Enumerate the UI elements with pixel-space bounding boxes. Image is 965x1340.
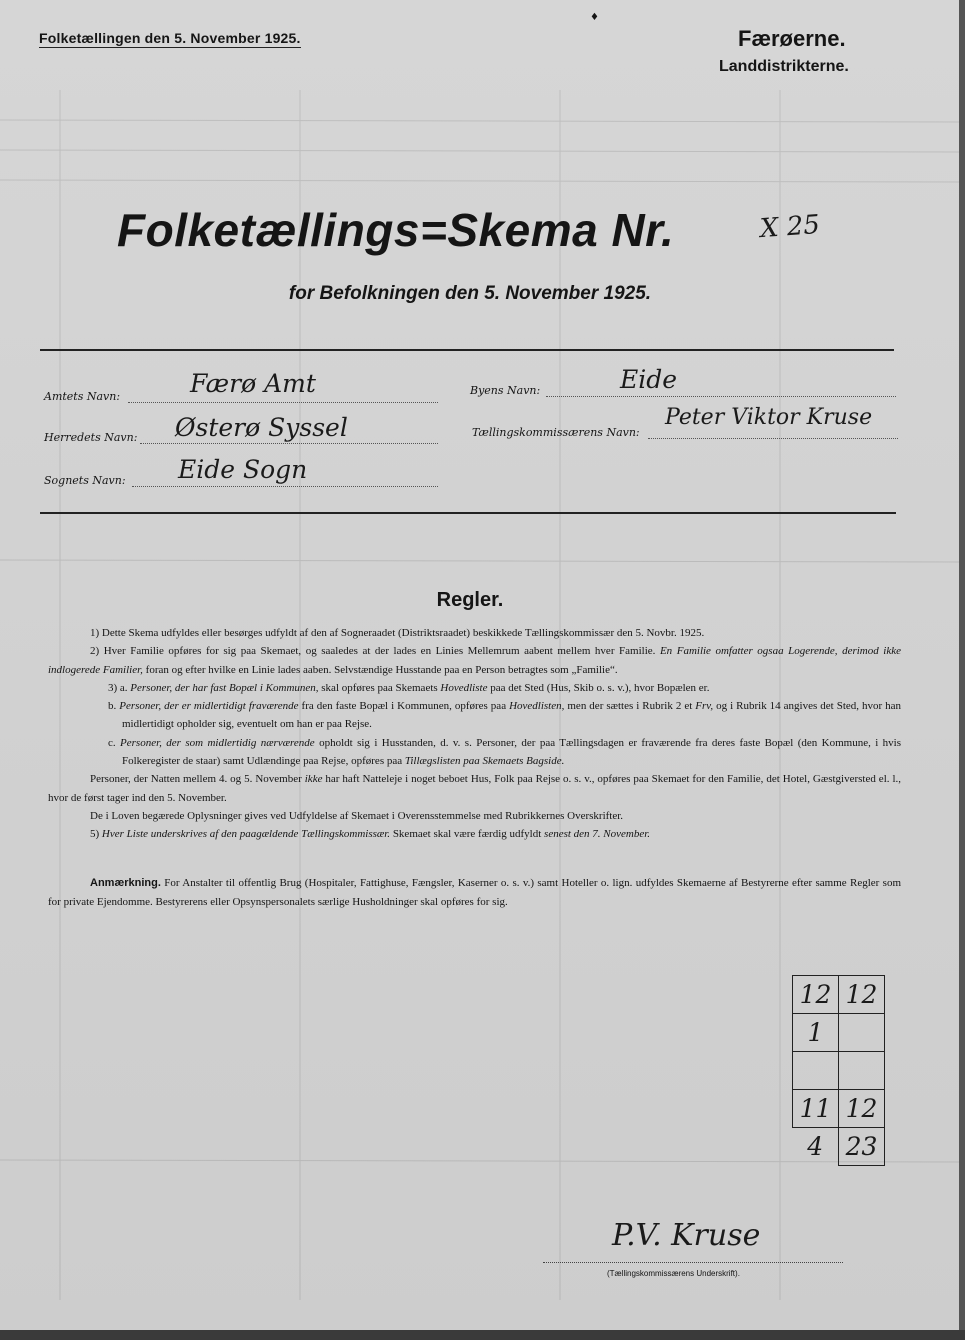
tally-cell <box>839 1052 885 1090</box>
tally-cell: 12 <box>793 976 839 1014</box>
rule-4: Personer, der Natten mellem 4. og 5. November ikke har haft Natteleje i noget beboet Hus, Folk paa Rejse o. s. v., opføres paa Skemaet for den Familie, det Hotel, Gæstgiversted el. l., hvor de først tager ind den 5. November. <box>48 773 902 804</box>
tally-cell <box>793 1052 839 1090</box>
page-bottom-edge <box>0 1330 965 1340</box>
by-label: Byens Navn: <box>470 384 541 397</box>
rule-3b: b. Personer, der er midlertidigt fraværende fra den faste Bopæl i Kommunen, opføres paa Hovedlisten, men der sættes i Rubrik 2 et Frv, og i Rubrik 14 angives det Sted, hvor han midlertidigt opholder sig, eventuelt om han er paa Rejse. <box>108 700 902 731</box>
sogn-label: Sognets Navn: <box>44 474 126 487</box>
note-label: Anmærkning. <box>90 877 161 889</box>
amt-value: Færø Amt <box>190 369 316 398</box>
signature-caption: (Tællingskommissærens Underskrift). <box>607 1269 740 1278</box>
kommissaer-dotline <box>648 438 898 439</box>
form-number-handwritten: X 25 <box>759 209 821 245</box>
tally-cell <box>839 1014 885 1052</box>
tally-cell: 12 <box>839 976 885 1014</box>
amt-label: Amtets Navn: <box>44 390 121 403</box>
region-title: Færøerne. <box>738 26 846 51</box>
district-title: Landdistrikterne. <box>719 58 849 75</box>
commissioner-signature: P.V. Kruse <box>612 1218 761 1253</box>
herred-value: Østerø Syssel <box>175 413 348 442</box>
rule-1: 1) Dette Skema udfyldes eller besørges udfyldt af den af Sogneraadet (Distriktsraadet) beskikkede Tællingskommissær den 5. Novbr. 1925. <box>90 627 705 639</box>
tally-cell: 4 <box>807 1132 824 1162</box>
amt-dotline <box>128 402 438 403</box>
herred-label: Herredets Navn: <box>44 431 138 444</box>
rule-2: 2) Hver Familie opføres for sig paa Skemaet, og saaledes at der lades en Linies Mellemrum aabent mellem hver Familie. En Familie omfatter ogsaa Logerende, derimod ikke indlogerede Familier, foran og efter hvilke en Linie lades aaben. Selvstændige Husstande paa en Person betragtes som „Familie“. <box>48 645 901 676</box>
tally-row <box>793 1052 885 1090</box>
tally-cell: 12 <box>839 1090 885 1128</box>
herred-dotline <box>140 443 438 444</box>
sogn-value: Eide Sogn <box>178 455 308 484</box>
tally-row <box>793 1128 885 1166</box>
note-text: For Anstalter til offentlig Brug (Hospitaler, Fattighuse, Fængsler, Kaserner o. s. v.) samt Hoteller o. lign. udfyldes Skemaerne af Bestyrerne efter samme Regler som for private Ejendomme. Bestyrerens eller Opsynspersonalets særlige Husholdninger skal opføres for sig. <box>48 877 901 908</box>
kommissaer-label: Tællingskommissærens Navn: <box>472 426 640 439</box>
tally-row <box>793 1090 885 1128</box>
sogn-dotline <box>132 486 438 487</box>
rules-body <box>48 624 901 844</box>
top-rule <box>40 349 894 351</box>
signature-line <box>543 1262 843 1263</box>
bottom-rule <box>40 512 896 514</box>
speck: ♦ <box>590 12 599 23</box>
by-value: Eide <box>620 365 678 394</box>
rule-3c: c. Personer, der som midlertidig nærværende opholdt sig i Husstanden, d. v. s. Personer, der paa Tællingsdagen er fraværende fra deres faste Bopæl (den Kommune, i hvis Folkeregister de staar) samt Udlændinge paa Rejse, opføres paa Tillægslisten paa Skemaets Bagside. <box>108 736 902 768</box>
tally-cell: 11 <box>793 1090 839 1128</box>
rules-heading: Regler. <box>436 589 504 611</box>
by-dotline <box>546 396 896 397</box>
page-edge-shadow <box>959 0 965 1340</box>
rule-3a: 3) a. Personer, der har fast Bopæl i Kommunen, skal opføres paa Skemaets Hovedliste paa det Sted (Hus, Skib o. s. v.), hvor Bopælen er. <box>108 681 710 694</box>
form-title: Folketællings=Skema Nr. <box>117 204 675 256</box>
tally-row <box>793 976 885 1014</box>
form-subtitle: for Befolkningen den 5. November 1925. <box>288 283 652 304</box>
tally-row <box>793 1014 885 1052</box>
tally-cell: 23 <box>839 1128 885 1166</box>
tally-cell: 1 <box>793 1014 839 1052</box>
census-date-header: Folketællingen den 5. November 1925. <box>39 30 301 46</box>
kommissaer-value: Peter Viktor Kruse <box>665 405 873 430</box>
rule-4-continued: De i Loven begærede Oplysninger gives ved Udfyldelse af Skemaet i Overensstemmelse med Rubrikkernes Overskrifter. <box>90 809 624 822</box>
rule-5: 5) Hver Liste underskrives af den paagældende Tællingskommissær. Skemaet skal være færdig udfyldt senest den 7. November. <box>90 828 651 841</box>
note-paragraph <box>48 874 901 911</box>
tally-table <box>792 975 885 1166</box>
